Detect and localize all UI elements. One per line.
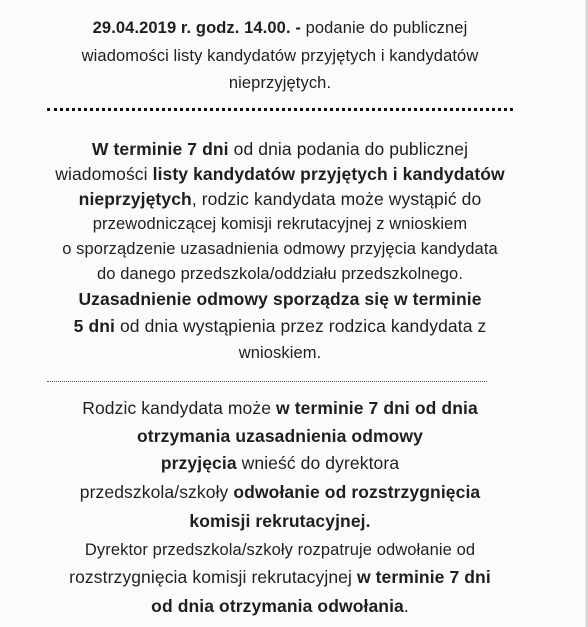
director-term-bold: w terminie 7 dni <box>356 567 491 587</box>
date-time: 29.04.2019 r. godz. 14.00. - <box>92 19 301 37</box>
date-line-1-text: podanie do publicznej <box>300 19 468 37</box>
appeal-line-1 <box>0 398 560 418</box>
appeal-line-2 <box>0 426 560 446</box>
appeal-line-8-text: . <box>403 596 409 616</box>
appeal-line-6: Dyrektor przedszkola/szkoły rozpatruje odwołanie od <box>84 541 476 559</box>
justification-line-3: wnioskiem. <box>238 344 322 362</box>
seven-days-line-2-text: wiadomości <box>55 164 153 184</box>
seven-days-term: W terminie 7 dni <box>91 139 229 159</box>
appeal-line-5 <box>0 511 560 531</box>
date-line-3: nieprzyjętych. <box>228 74 332 92</box>
justification-line-2 <box>0 316 560 336</box>
justification-line-1 <box>0 289 560 309</box>
seven-days-line-1-text: od dnia podania do publicznej <box>228 139 469 159</box>
appeal-line-8 <box>0 596 560 616</box>
justification-term-bold: Uzasadnienie odmowy sporządza się w terminie <box>78 289 482 309</box>
appeal-line-3-text: wnieść do dyrektora <box>236 453 400 473</box>
seven-days-line-3-text: , rodzic kandydata może wystąpić do <box>191 189 482 209</box>
dotted-separator-2 <box>47 381 487 388</box>
committee-bold: komisji rekrutacyjnej. <box>189 511 371 531</box>
five-days-bold: 5 dni <box>73 316 115 336</box>
justification-line-2-text: od dnia wystąpienia przez rodzica kandydata z <box>115 316 487 336</box>
seven-days-line-2 <box>0 164 560 184</box>
appeal-term-bold: w terminie 7 dni od dnia <box>276 398 478 418</box>
appeal-line-4 <box>0 482 560 502</box>
seven-days-line-6: do danego przedszkola/oddziału przedszkolnego. <box>96 265 463 283</box>
appeal-decision-bold: odwołanie od rozstrzygnięcia <box>233 482 481 502</box>
appeal-line-3 <box>0 453 560 473</box>
appeal-line-7 <box>0 567 560 587</box>
admission-bold: przyjęcia <box>160 453 237 473</box>
justification-receipt-bold: otrzymania uzasadnienia odmowy <box>137 426 423 446</box>
appeal-receipt-bold: od dnia otrzymania odwołania <box>151 596 404 616</box>
candidate-lists-bold: listy kandydatów przyjętych i kandydatów <box>152 164 505 184</box>
date-line-1 <box>0 18 560 38</box>
date-line-2: wiadomości listy kandydatów przyjętych i kandydatów <box>81 47 479 65</box>
not-accepted-bold: nieprzyjętych <box>78 189 192 209</box>
dotted-separator-1 <box>47 108 513 121</box>
appeal-line-4-text: przedszkola/szkoły <box>79 482 234 502</box>
seven-days-line-5: o sporządzenie uzasadnienia odmowy przyjęcia kandydata <box>62 240 498 258</box>
appeal-line-7-text: rozstrzygnięcia komisji rekrutacyjnej <box>69 567 357 587</box>
seven-days-line-1 <box>0 139 560 159</box>
appeal-line-1-text: Rodzic kandydata może <box>82 398 277 418</box>
seven-days-line-3 <box>0 189 560 209</box>
seven-days-line-4: przewodniczącej komisji rekrutacyjnej z wnioskiem <box>92 215 468 233</box>
